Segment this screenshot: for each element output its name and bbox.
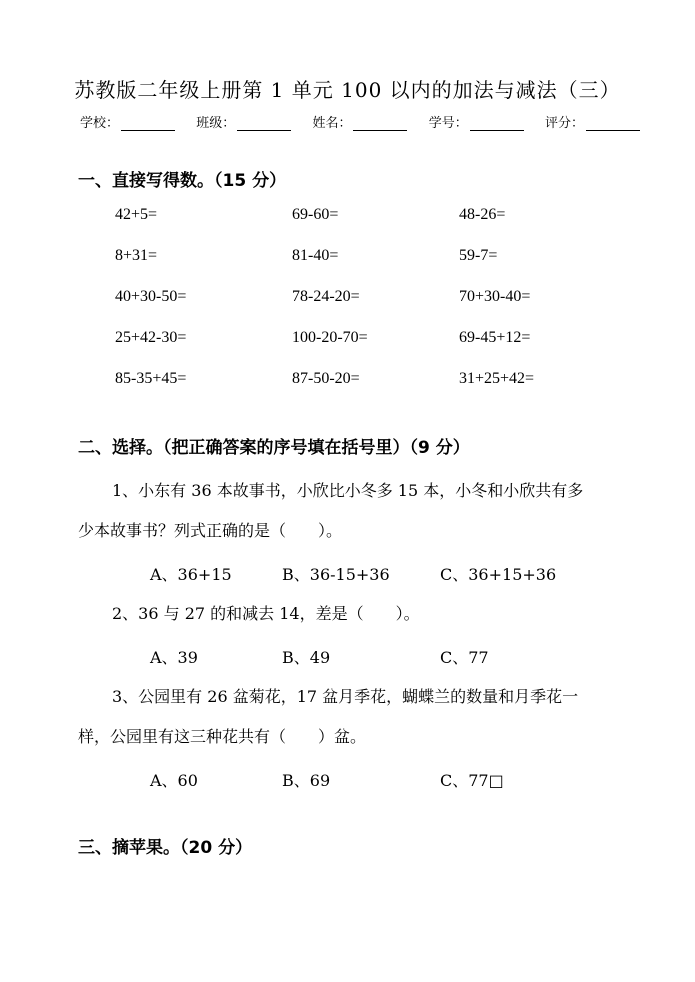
calc-item: 85-35+45= <box>115 370 187 387</box>
calc-row <box>115 329 595 370</box>
info-student-number <box>429 112 524 131</box>
calc-row <box>115 206 595 247</box>
score-blank <box>586 116 640 131</box>
section2-heading: 二、选择。（把正确答案的序号填在括号里）（9 分） <box>78 438 470 458</box>
question1-line2: 少本故事书？列式正确的是（ ）。 <box>78 521 343 540</box>
info-label: 班级： <box>196 116 236 131</box>
school-blank <box>121 116 175 131</box>
calc-row <box>115 288 595 329</box>
calc-item: 100-20-70= <box>292 329 368 346</box>
calc-item: 31+25+42= <box>459 370 535 387</box>
info-score <box>545 112 640 131</box>
info-name <box>312 112 407 131</box>
calc-item: 59-7= <box>459 247 498 264</box>
info-class <box>196 112 291 131</box>
option-c: C、77 <box>440 648 489 667</box>
question1 <box>78 471 638 551</box>
question1-line1: 1、小东有 36 本故事书，小欣比小冬多 15 本，小冬和小欣共有多 <box>112 481 584 500</box>
option-a: A、39 <box>150 648 198 667</box>
calc-item: 40+30-50= <box>115 288 187 305</box>
option-a: A、60 <box>150 771 198 790</box>
info-label: 评分： <box>544 116 584 131</box>
calculation-grid <box>115 206 595 411</box>
calc-item: 42+5= <box>115 206 158 223</box>
calc-item: 8+31= <box>115 247 158 264</box>
question3 <box>78 677 638 757</box>
calc-item: 69-45+12= <box>459 329 531 346</box>
calc-item: 69-60= <box>292 206 339 223</box>
section1-heading: 一、直接写得数。（15 分） <box>78 171 287 191</box>
question2 <box>78 594 638 634</box>
info-label: 学校： <box>80 116 120 131</box>
option-b: B、36-15+36 <box>282 565 390 584</box>
student-number-blank <box>470 116 524 131</box>
calc-item: 78-24-20= <box>292 288 360 305</box>
name-blank <box>353 116 407 131</box>
student-info-row <box>80 112 640 131</box>
info-label: 姓名： <box>312 116 352 131</box>
option-b: B、69 <box>282 771 331 790</box>
info-school <box>80 112 175 131</box>
option-a: A、36+15 <box>150 565 232 584</box>
option-c: C、77□ <box>440 771 504 790</box>
section3-heading: 三、摘苹果。（20 分） <box>78 838 253 858</box>
question2-line1: 2、36 与 27 的和减去 14，差是（ ）。 <box>112 604 420 623</box>
calc-row <box>115 247 595 288</box>
info-label: 学号： <box>428 116 468 131</box>
class-blank <box>237 116 291 131</box>
calc-item: 48-26= <box>459 206 506 223</box>
calc-item: 25+42-30= <box>115 329 187 346</box>
question3-line2: 样，公园里有这三种花共有（ ）盆。 <box>78 727 367 746</box>
calc-item: 70+30-40= <box>459 288 531 305</box>
question3-line1: 3、公园里有 26 盆菊花，17 盆月季花，蝴蝶兰的数量和月季花一 <box>112 687 579 706</box>
worksheet-title: 苏教版二年级上册第 1 单元 100 以内的加法与减法（三） <box>74 78 621 102</box>
calc-item: 81-40= <box>292 247 339 264</box>
calc-item: 87-50-20= <box>292 370 360 387</box>
calc-row <box>115 370 595 411</box>
option-b: B、49 <box>282 648 331 667</box>
option-c: C、36+15+36 <box>440 565 557 584</box>
